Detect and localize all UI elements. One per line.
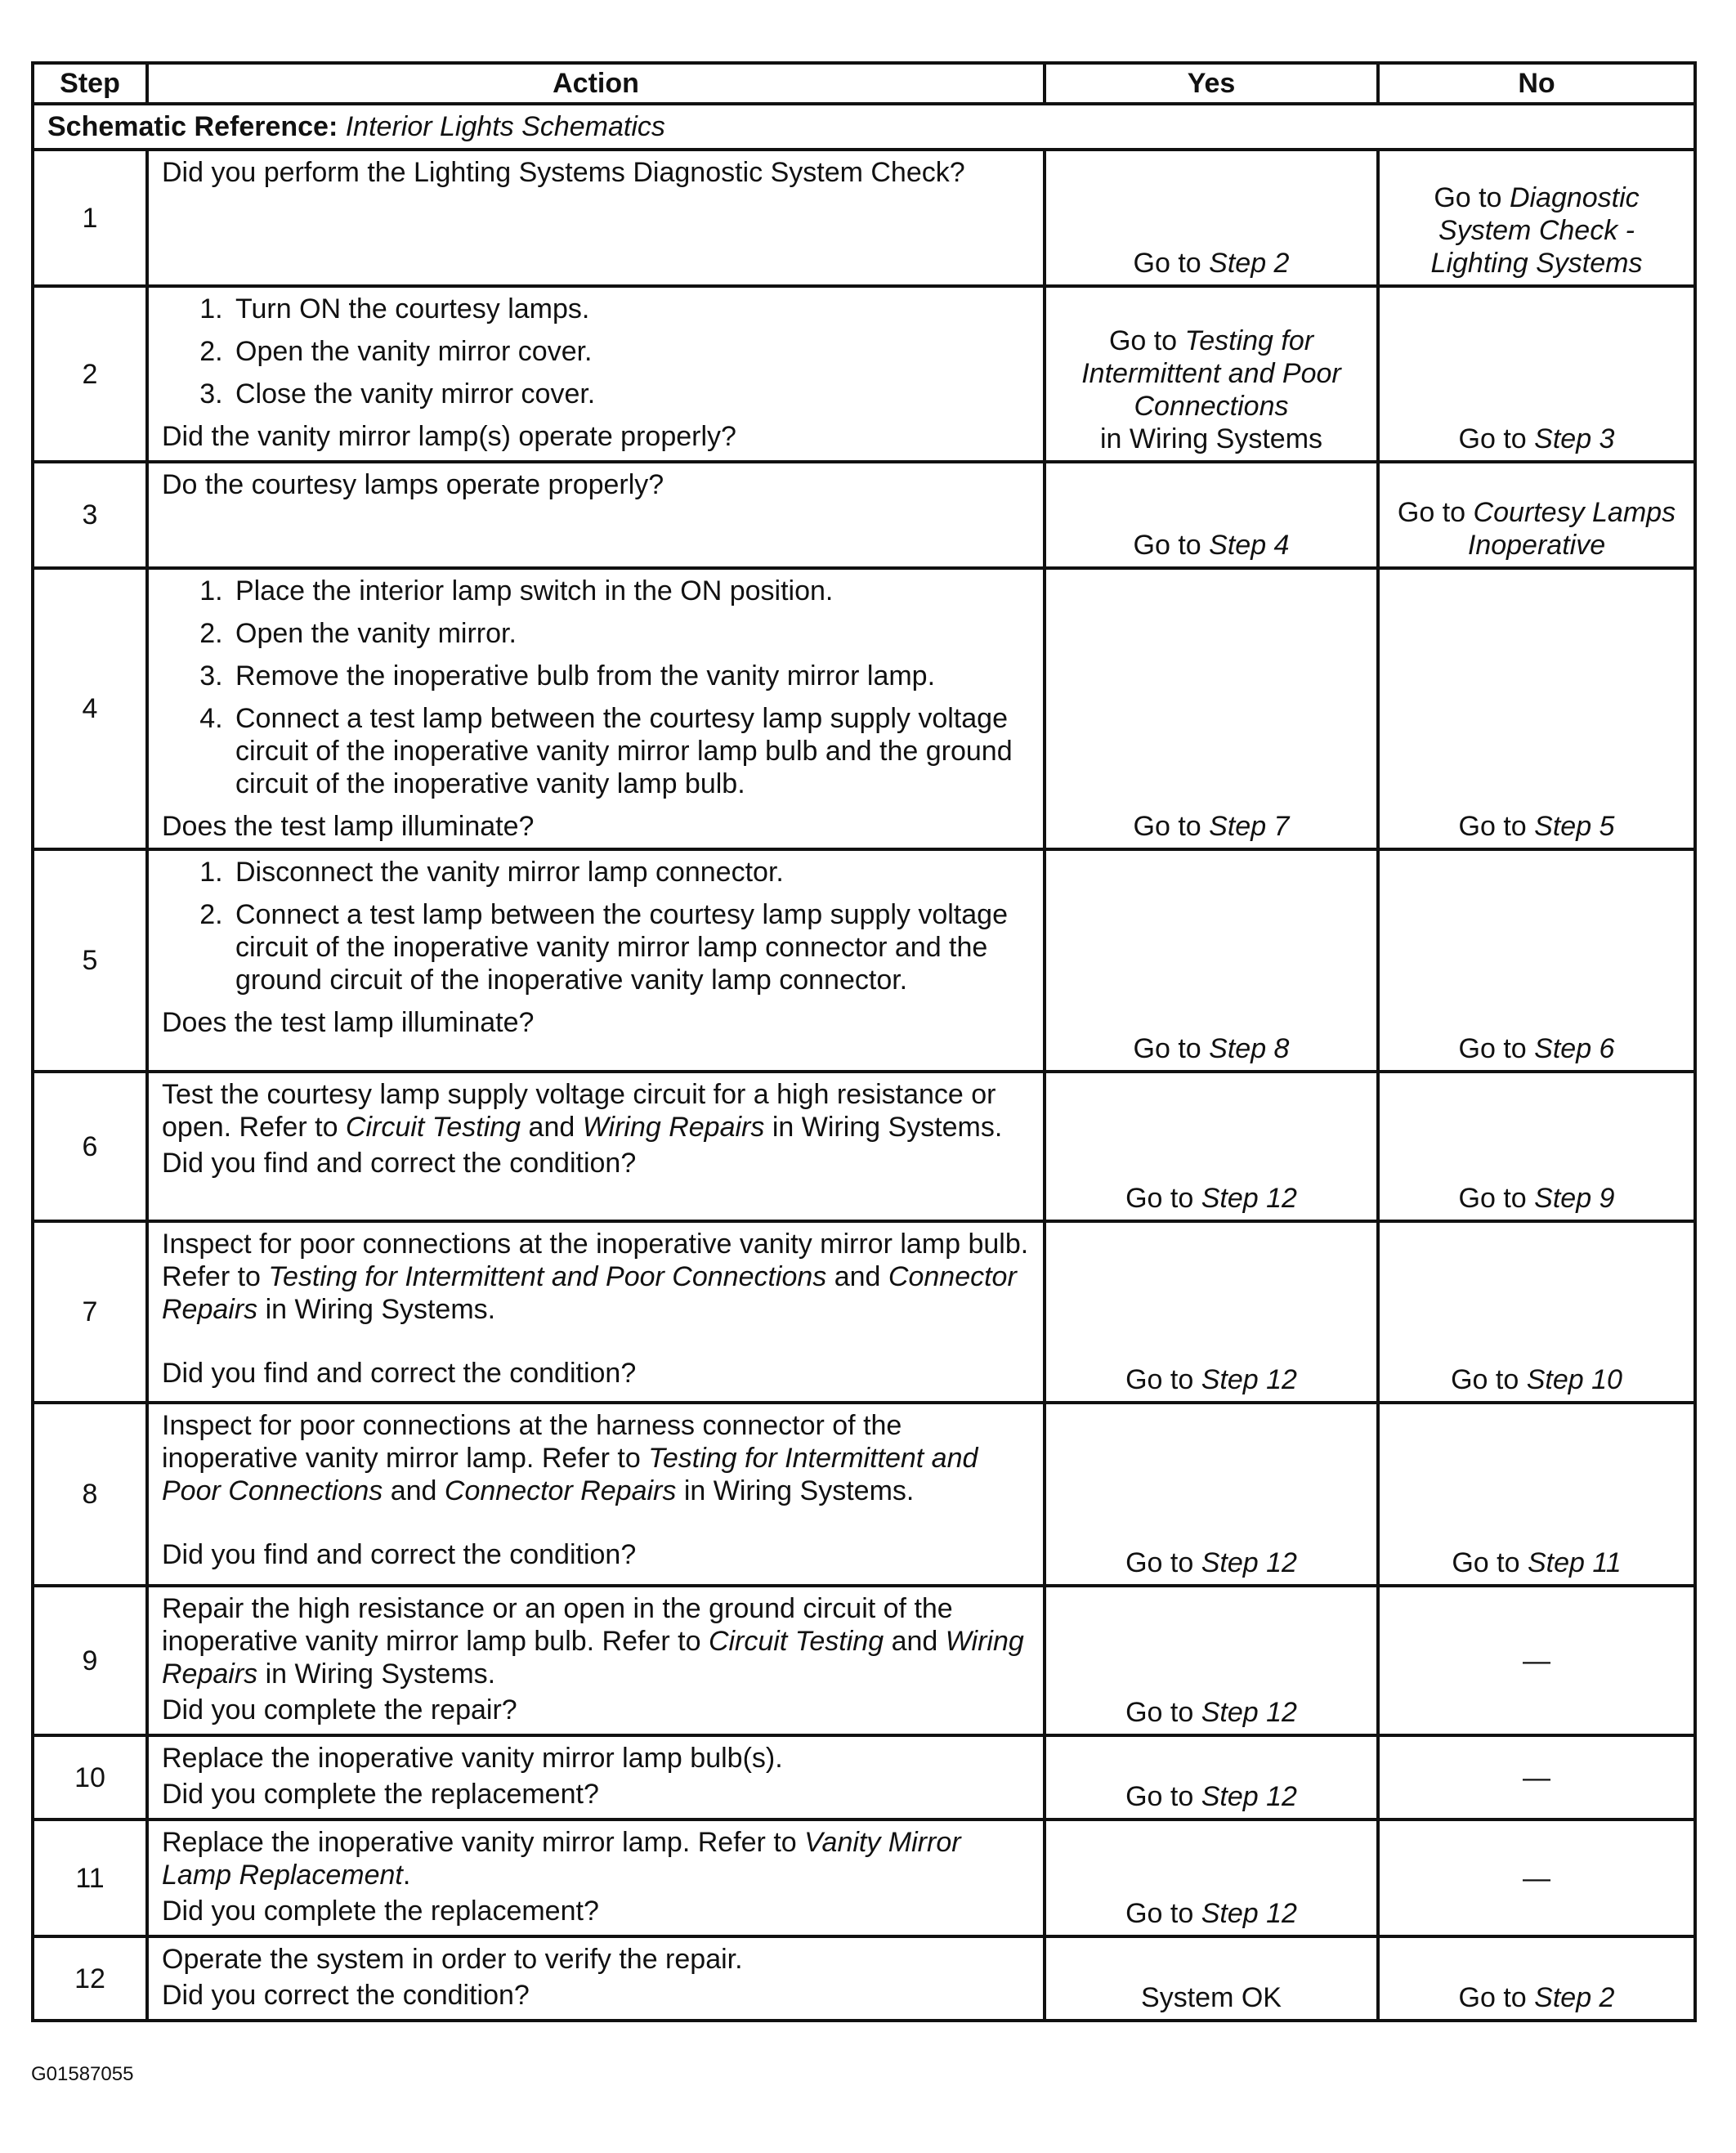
yes-target-link[interactable]: Step 2 <box>1209 248 1290 279</box>
step-row <box>33 1221 1695 1403</box>
step-row <box>33 150 1695 286</box>
no-result-text: — <box>1523 1645 1550 1676</box>
step-number: 9 <box>33 1586 147 1735</box>
action-text-part: and <box>383 1475 445 1506</box>
yes-target-link[interactable]: Step 8 <box>1209 1033 1290 1064</box>
go-to-label: Go to <box>1458 1183 1527 1214</box>
yes-target-suffix: in Wiring Systems <box>1099 423 1323 454</box>
action-text <box>162 1592 1030 1690</box>
yes-target-link[interactable]: Step 12 <box>1201 1898 1297 1929</box>
reference-link[interactable]: Testing for Intermittent and Poor Connections <box>268 1261 827 1292</box>
action-text-part: Test the courtesy lamp supply voltage circuit for a high resistance or open. Refer to <box>162 1079 996 1143</box>
substep-item: 3. Close the vanity mirror cover. <box>230 378 1030 410</box>
action-text-part: . <box>402 1860 411 1891</box>
question-text: Did you complete the replacement? <box>162 1896 599 1927</box>
no-result <box>1378 150 1695 286</box>
substep-item: 2. Open the vanity mirror cover. <box>230 335 1030 368</box>
action-cell <box>147 1586 1045 1735</box>
no-result <box>1378 1403 1695 1586</box>
yes-result <box>1045 1072 1378 1221</box>
yes-result <box>1045 1735 1378 1820</box>
go-to-label: Go to <box>1125 1183 1194 1214</box>
question-text: Did you find and correct the condition? <box>162 1148 637 1179</box>
action-cell <box>147 150 1045 286</box>
no-target-link[interactable]: Step 10 <box>1526 1364 1622 1395</box>
action-text-part: and <box>884 1626 946 1657</box>
yes-result <box>1045 1586 1378 1735</box>
action-text <box>162 1228 1030 1326</box>
no-result <box>1378 286 1695 462</box>
schematic-reference-label: Schematic Reference: <box>47 111 338 142</box>
action-cell <box>147 1072 1045 1221</box>
yes-target-link[interactable]: Step 12 <box>1201 1183 1297 1214</box>
no-target-link[interactable]: Step 6 <box>1534 1033 1615 1064</box>
step-row <box>33 1586 1695 1735</box>
no-target-link[interactable]: Step 5 <box>1534 811 1615 842</box>
action-text <box>162 1078 1030 1144</box>
go-to-label: Go to <box>1458 1033 1527 1064</box>
action-cell <box>147 1403 1045 1586</box>
spacer <box>162 1326 1030 1354</box>
substep-list <box>162 575 1030 800</box>
yes-result <box>1045 849 1378 1072</box>
go-to-label: Go to <box>1125 1697 1194 1728</box>
reference-link[interactable]: Vanity Mirror Lamp Replacement <box>162 1827 961 1891</box>
substep-list <box>162 856 1030 996</box>
yes-result <box>1045 286 1378 462</box>
no-result <box>1378 1586 1695 1735</box>
question-text: Does the test lamp illuminate? <box>162 811 535 842</box>
header-step: Step <box>33 63 147 104</box>
yes-target-link[interactable]: Step 12 <box>1201 1547 1297 1578</box>
step-row <box>33 1820 1695 1936</box>
yes-target-link[interactable]: Step 12 <box>1201 1781 1297 1812</box>
question-text: Did you find and correct the condition? <box>162 1358 637 1389</box>
action-text: Did you perform the Lighting Systems Diagnostic System Check? <box>162 157 965 188</box>
no-target-link[interactable]: Step 9 <box>1534 1183 1615 1214</box>
reference-link[interactable]: Circuit Testing <box>708 1626 884 1657</box>
reference-link[interactable]: Connector Repairs <box>162 1261 1017 1325</box>
no-result-text: — <box>1523 1862 1550 1894</box>
yes-result <box>1045 1936 1378 2021</box>
diagnostic-table <box>31 61 1697 2022</box>
no-result <box>1378 1936 1695 2021</box>
schematic-reference-row <box>33 104 1695 150</box>
step-row <box>33 286 1695 462</box>
action-cell <box>147 1221 1045 1403</box>
yes-result-text: System OK <box>1141 1982 1282 2013</box>
step-row <box>33 849 1695 1072</box>
go-to-label: Go to <box>1133 811 1201 842</box>
step-rows <box>33 150 1695 2021</box>
action-cell <box>147 568 1045 849</box>
no-target-link[interactable]: Step 2 <box>1534 1982 1615 2013</box>
step-row <box>33 1072 1695 1221</box>
no-result <box>1378 462 1695 568</box>
go-to-label: Go to <box>1458 423 1527 454</box>
step-row <box>33 568 1695 849</box>
action-text-part: in Wiring Systems. <box>764 1112 1003 1143</box>
no-target-link[interactable]: Step 3 <box>1534 423 1615 454</box>
go-to-label: Go to <box>1125 1364 1194 1395</box>
go-to-label: Go to <box>1125 1781 1194 1812</box>
action-cell <box>147 1735 1045 1820</box>
step-number: 10 <box>33 1735 147 1820</box>
substep-item: 1. Place the interior lamp switch in the ON position. <box>230 575 1030 607</box>
action-text: Operate the system in order to verify the repair. <box>162 1944 743 1975</box>
action-text-part: Repair the high resistance or an open in the ground circuit of the inoperative vanity mirror lamp bulb. Refer to <box>162 1593 953 1657</box>
substep-item: 3. Remove the inoperative bulb from the vanity mirror lamp. <box>230 660 1030 692</box>
go-to-label: Go to <box>1458 1982 1527 2013</box>
yes-result <box>1045 568 1378 849</box>
no-result <box>1378 568 1695 849</box>
yes-result <box>1045 1820 1378 1936</box>
question-text: Did you find and correct the condition? <box>162 1539 637 1570</box>
no-target-link[interactable]: Step 11 <box>1527 1547 1622 1578</box>
go-to-label: Go to <box>1125 1898 1194 1929</box>
substep-list <box>162 293 1030 410</box>
step-number: 3 <box>33 462 147 568</box>
action-text: Do the courtesy lamps operate properly? <box>162 469 664 500</box>
go-to-label: Go to <box>1108 325 1178 356</box>
step-number: 5 <box>33 849 147 1072</box>
substep-item: 2. Connect a test lamp between the courtesy lamp supply voltage circuit of the inoperative vanity mirror lamp connector and the ground circuit of the inoperative vanity lamp connector. <box>230 898 1030 996</box>
step-row <box>33 1735 1695 1820</box>
header-no: No <box>1378 63 1695 104</box>
yes-target-link[interactable]: Step 7 <box>1209 811 1290 842</box>
reference-link[interactable]: Testing for Intermittent and Poor Connections <box>162 1443 978 1506</box>
no-target-link[interactable]: Courtesy Lamps Inoperative <box>1467 497 1676 561</box>
question-text: Does the test lamp illuminate? <box>162 1007 535 1038</box>
yes-result <box>1045 1221 1378 1403</box>
action-cell <box>147 286 1045 462</box>
step-row <box>33 1936 1695 2021</box>
action-cell <box>147 462 1045 568</box>
yes-target-link[interactable]: Step 12 <box>1201 1364 1297 1395</box>
action-cell <box>147 1936 1045 2021</box>
yes-target-link[interactable]: Step 4 <box>1209 530 1290 561</box>
yes-target-link[interactable]: Testing for Intermittent and Poor Connections <box>1081 325 1341 422</box>
question-text: Did you complete the repair? <box>162 1694 517 1726</box>
go-to-label: Go to <box>1458 811 1527 842</box>
no-result <box>1378 1820 1695 1936</box>
action-text-part: in Wiring Systems. <box>676 1475 915 1506</box>
question-text: Did you complete the replacement? <box>162 1779 599 1810</box>
substep-item: 1. Disconnect the vanity mirror lamp connector. <box>230 856 1030 889</box>
step-number: 4 <box>33 568 147 849</box>
schematic-reference <box>33 104 1695 150</box>
header-action: Action <box>147 63 1045 104</box>
reference-link[interactable]: Wiring Repairs <box>162 1626 1024 1690</box>
step-number: 12 <box>33 1936 147 2021</box>
no-result <box>1378 849 1695 1072</box>
action-text-part: and <box>826 1261 888 1292</box>
action-text <box>162 1409 1030 1507</box>
reference-link[interactable]: Circuit Testing <box>345 1112 521 1143</box>
action-text: Replace the inoperative vanity mirror lamp bulb(s). <box>162 1743 783 1774</box>
action-text-part: in Wiring Systems. <box>257 1294 496 1325</box>
action-cell <box>147 1820 1045 1936</box>
go-to-label: Go to <box>1133 248 1201 279</box>
yes-result <box>1045 1403 1378 1586</box>
substep-item: 2. Open the vanity mirror. <box>230 617 1030 650</box>
action-text <box>162 1826 1030 1891</box>
go-to-label: Go to <box>1451 1364 1519 1395</box>
no-result <box>1378 1072 1695 1221</box>
substep-item: 1. Turn ON the courtesy lamps. <box>230 293 1030 325</box>
action-text-part: in Wiring Systems. <box>257 1658 496 1690</box>
go-to-label: Go to <box>1452 1547 1520 1578</box>
step-number: 1 <box>33 150 147 286</box>
action-text-part: and <box>521 1112 583 1143</box>
step-number: 11 <box>33 1820 147 1936</box>
go-to-label: Go to <box>1125 1547 1194 1578</box>
step-number: 8 <box>33 1403 147 1586</box>
yes-target-link[interactable]: Step 12 <box>1201 1697 1297 1728</box>
go-to-label: Go to <box>1397 497 1466 528</box>
step-row <box>33 1403 1695 1586</box>
substep-item: 4. Connect a test lamp between the courtesy lamp supply voltage circuit of the inoperative vanity mirror lamp bulb and the ground circuit of the inoperative vanity lamp bulb. <box>230 702 1030 800</box>
no-result-text: — <box>1523 1761 1550 1793</box>
no-target-link[interactable]: Diagnostic System Check - Lighting Systems <box>1430 182 1643 279</box>
schematic-reference-link[interactable]: Interior Lights Schematics <box>345 111 665 142</box>
question-text: Did the vanity mirror lamp(s) operate properly? <box>162 421 736 452</box>
action-text-part: Inspect for poor connections at the harness connector of the inoperative vanity mirror lamp. Refer to <box>162 1410 902 1474</box>
reference-link[interactable]: Connector Repairs <box>444 1475 677 1506</box>
question-text: Did you correct the condition? <box>162 1980 530 2011</box>
go-to-label: Go to <box>1133 530 1201 561</box>
yes-result <box>1045 150 1378 286</box>
step-number: 6 <box>33 1072 147 1221</box>
header-row <box>33 63 1695 104</box>
yes-result <box>1045 462 1378 568</box>
no-result <box>1378 1221 1695 1403</box>
step-row <box>33 462 1695 568</box>
spacer <box>162 1507 1030 1535</box>
header-yes: Yes <box>1045 63 1378 104</box>
action-text-part: Replace the inoperative vanity mirror lamp. Refer to <box>162 1827 805 1858</box>
no-result <box>1378 1735 1695 1820</box>
action-text-part: Inspect for poor connections at the inoperative vanity mirror lamp bulb. Refer to <box>162 1229 1029 1292</box>
step-number: 7 <box>33 1221 147 1403</box>
step-number: 2 <box>33 286 147 462</box>
action-cell <box>147 849 1045 1072</box>
go-to-label: Go to <box>1434 182 1502 213</box>
reference-link[interactable]: Wiring Repairs <box>582 1112 765 1143</box>
figure-id: G01587055 <box>31 2063 134 2085</box>
go-to-label: Go to <box>1133 1033 1201 1064</box>
